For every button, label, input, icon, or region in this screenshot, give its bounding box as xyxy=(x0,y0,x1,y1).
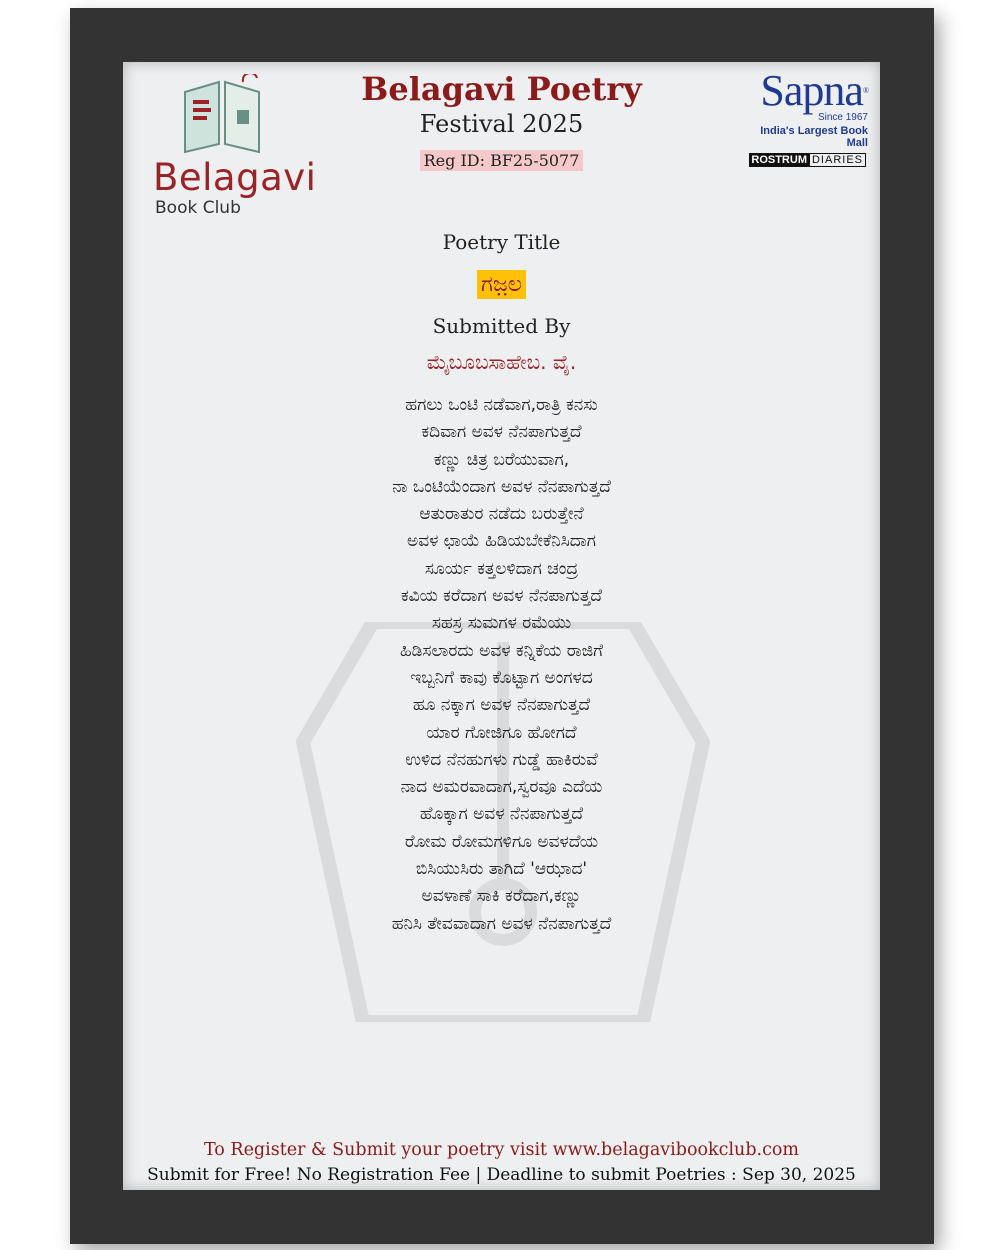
poem-line: ಆತುರಾತುರ ನಡೆದು ಬರುತ್ತೇನೆ xyxy=(419,504,584,525)
poetry-title: ಗಜ಼ಲ xyxy=(477,270,526,299)
poem-line: ಹಗಲು ಒಂಟಿ ನಡೆವಾಗ,ರಾತ್ರಿ ಕನಸು xyxy=(405,395,598,415)
registered-mark: ® xyxy=(862,86,868,95)
sapna-name: Sapna xyxy=(760,66,863,115)
poem-line: ಬಿಸಿಯುಸಿರು ತಾಗಿದೆ 'ಆಝಾದ' xyxy=(415,859,588,880)
diaries-text: DIARIES xyxy=(809,153,866,167)
poem-line: ಸೂರ್ಯ ಕತ್ತಲಳಿದಾಗ ಚಂದ್ರ xyxy=(424,558,579,579)
festival-title-line2: Festival 2025 xyxy=(419,110,584,138)
sapna-logo xyxy=(740,68,868,149)
reg-id-badge: Reg ID: BF25-5077 xyxy=(420,150,584,171)
poem-line: ಯಾರ ಗೋಜಿಗೂ ಹೋಗದೆ xyxy=(426,722,577,743)
poster-paper xyxy=(123,62,880,1190)
sapna-tagline: India's Largest Book Mall xyxy=(760,125,868,149)
poem-line: ಹಿಡಿಸಲಾರದು ಅವಳ ಕನ್ನಿಕೆಯ ರಾಜಿಗೆ xyxy=(399,640,604,661)
festival-title-line1: Belagavi Poetry xyxy=(361,70,642,108)
poem-line: ರೋಮ ರೋಮಗಳಿಗೂ ಅವಳದೆಯ xyxy=(404,831,599,852)
rostrum-text: ROSTRUM xyxy=(751,154,807,166)
poem-line: ಹನಿಸಿ ತೇವವಾದಾಗ ಅವಳ ನೆನಪಾಗುತ್ತದೆ xyxy=(391,913,612,934)
poetry-title-label: Poetry Title xyxy=(442,230,561,254)
poem-line: ಅವಳ ಛಾಯೆ ಹಿಡಿಯಬೇಕೆನಿಸಿದಾಗ xyxy=(407,531,596,552)
club-name: Belagavi xyxy=(153,156,317,199)
poem-line: ನಾದ ಅಮರವಾದಾಗ,ಸ್ವರವೂ ಎದೆಯ xyxy=(400,777,603,798)
poetry-title-row xyxy=(123,270,880,299)
poem-body xyxy=(123,392,880,938)
poem-line: ಕದಿವಾಗ ಅವಳ ನೆನಪಾಗುತ್ತದೆ xyxy=(421,422,582,443)
sapna-since: Since 1967 xyxy=(817,112,868,123)
register-link-text[interactable]: To Register & Submit your poetry visit www.belagavibookclub.com xyxy=(203,1140,800,1160)
poem-line: ಹೂ ನಕ್ಕಾಗ ಅವಳ ನೆನಪಾಗುತ್ತದೆ xyxy=(412,695,591,716)
club-subtitle: Book Club xyxy=(155,198,241,218)
author-name: ಮೈಬೂಬಸಾಹೇಬ. ವೈ. xyxy=(426,350,577,374)
rostrum-diaries-logo xyxy=(749,154,866,166)
deadline-text: Submit for Free! No Registration Fee | Deadline to submit Poetries : Sep 30, 2025 xyxy=(147,1165,856,1185)
sapna-wordmark xyxy=(740,68,868,114)
poem-line: ಕಣ್ಣು ಚಿತ್ರ ಬರೆಯುವಾಗ, xyxy=(433,449,570,470)
poem-line: ಇಬ್ಬನಿಗೆ ಕಾವು ಕೊಟ್ಟಾಗ ಅಂಗಳದ xyxy=(410,667,593,688)
poem-line: ನಾ ಒಂಟಿಯೆಂದಾಗ ಅವಳ ನೆನಪಾಗುತ್ತದೆ xyxy=(392,476,611,497)
poem-line: ಅವಳಾಣೆ ಸಾಕಿ ಕರೆದಾಗ,ಕಣ್ಣು xyxy=(421,886,582,907)
poem-line: ಸಹಸ್ರ ಸುಮಗಳ ರಮೆಯು xyxy=(431,613,572,634)
poem-line: ಹೊಕ್ಕಾಗ ಅವಳ ನೆನಪಾಗುತ್ತದೆ xyxy=(419,804,584,825)
submitted-by-label: Submitted By xyxy=(432,314,571,338)
poem-line: ಉಳಿದ ನೆನಹುಗಳು ಗುಡ್ಡೆ ಹಾಕಿರುವೆ xyxy=(405,749,598,770)
poem-line: ಕವಿಯ ಕರೆದಾಗ ಅವಳ ನೆನಪಾಗುತ್ತದೆ xyxy=(400,586,603,607)
